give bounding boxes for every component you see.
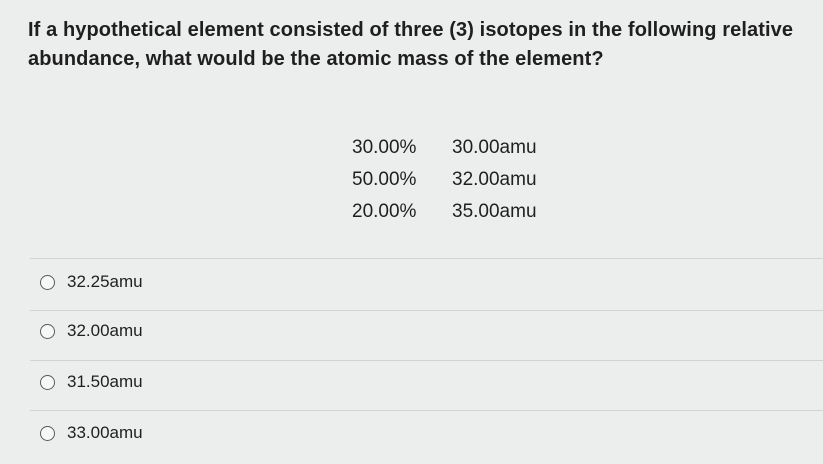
divider — [30, 360, 823, 361]
isotope-row — [352, 196, 572, 228]
isotope-table — [352, 132, 572, 228]
answer-option-3[interactable] — [40, 369, 143, 395]
isotope-mass: 32.00amu — [452, 169, 537, 190]
radio-button[interactable] — [40, 426, 55, 441]
answer-option-label: 33.00amu — [67, 423, 143, 442]
answer-option-4[interactable] — [40, 420, 143, 446]
radio-button[interactable] — [40, 275, 55, 290]
divider — [30, 410, 823, 411]
question-line-2: abundance, what would be the atomic mass of the element? — [28, 48, 604, 70]
isotope-abundance: 30.00% — [352, 137, 417, 158]
radio-button[interactable] — [40, 375, 55, 390]
question-text — [28, 16, 808, 74]
isotope-abundance: 50.00% — [352, 169, 417, 190]
divider — [30, 258, 823, 259]
answer-option-2[interactable] — [40, 318, 143, 344]
isotope-abundance: 20.00% — [352, 201, 417, 222]
radio-button[interactable] — [40, 324, 55, 339]
isotope-row — [352, 164, 572, 196]
answer-option-label: 31.50amu — [67, 372, 143, 391]
divider — [30, 310, 823, 311]
isotope-mass: 35.00amu — [452, 201, 537, 222]
answer-option-label: 32.25amu — [67, 272, 143, 291]
isotope-row — [352, 132, 572, 164]
question-line-1: If a hypothetical element consisted of three (3) isotopes in the following relative — [28, 19, 794, 41]
answer-option-1[interactable] — [40, 269, 143, 295]
answer-option-label: 32.00amu — [67, 321, 143, 340]
isotope-mass: 30.00amu — [452, 137, 537, 158]
